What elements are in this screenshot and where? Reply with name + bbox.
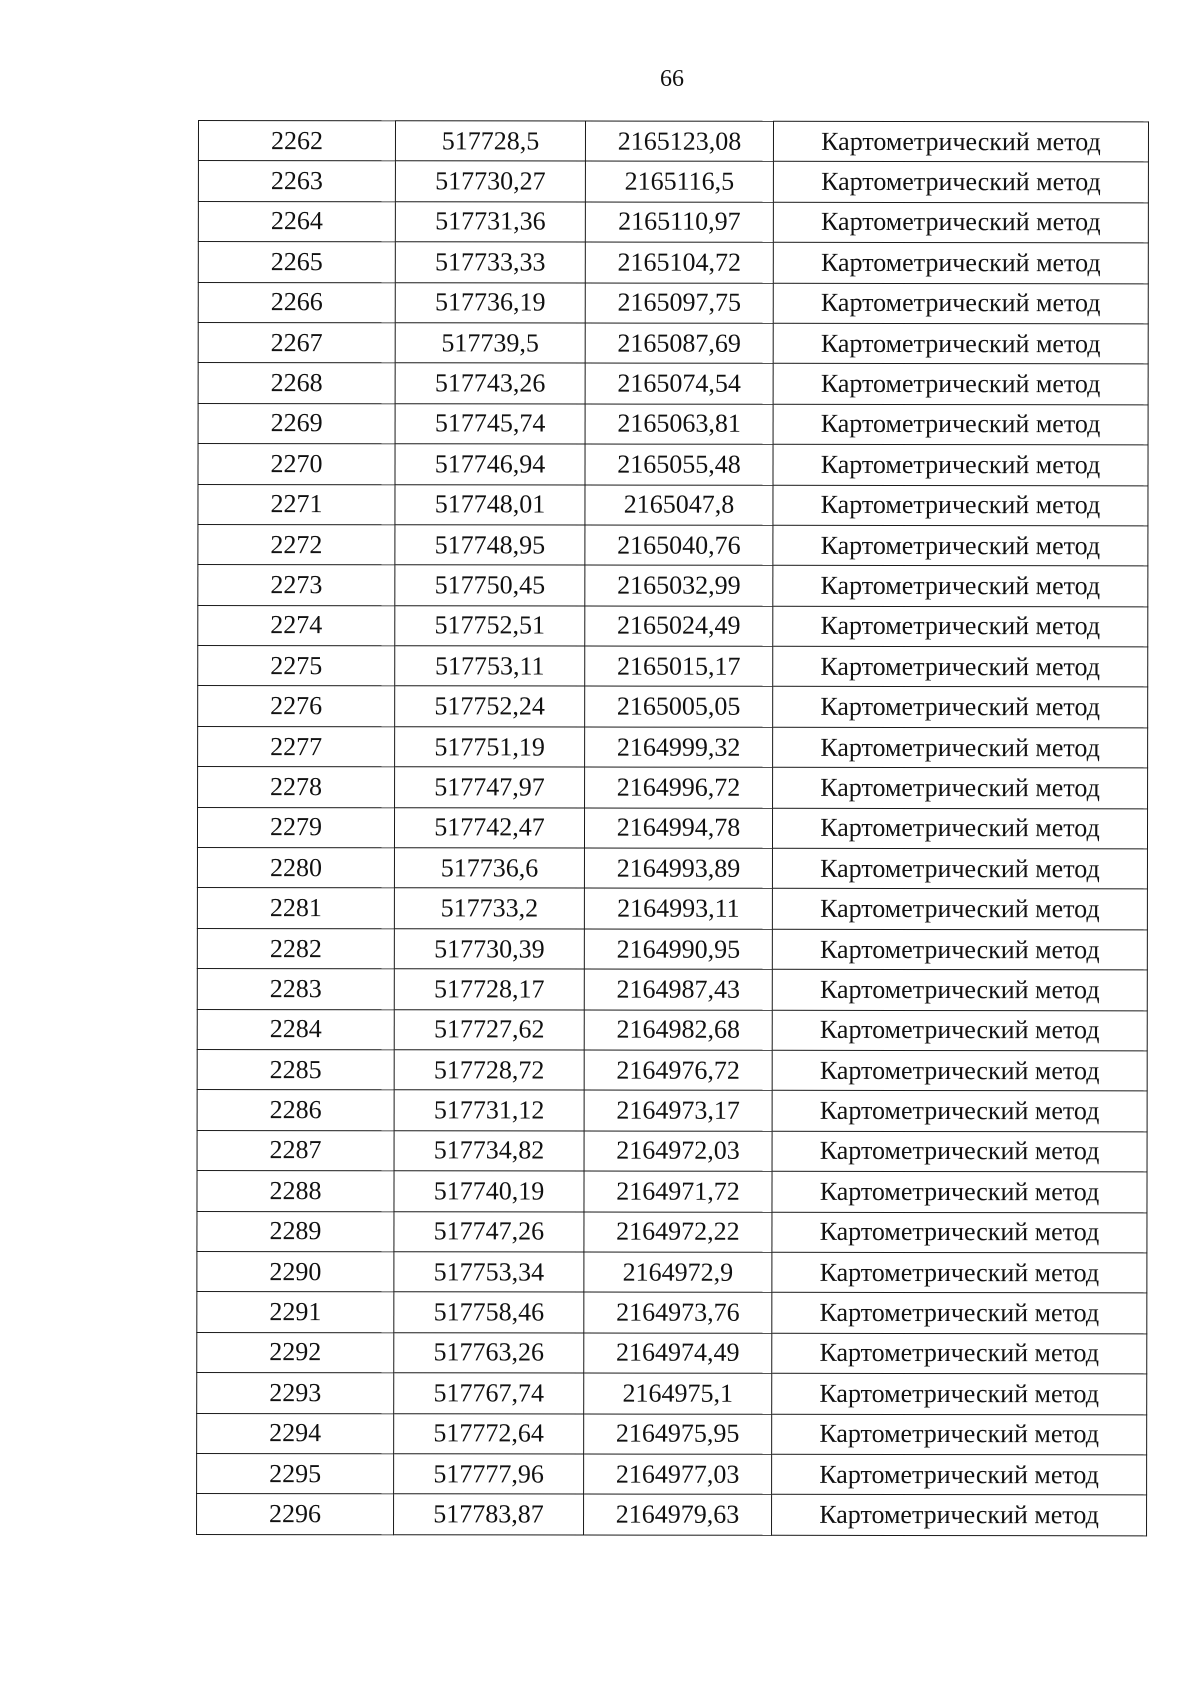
y-coordinate-cell: 2165074,54 [585, 363, 773, 404]
point-number-cell: 2277 [198, 726, 395, 767]
table-row [197, 888, 1147, 930]
x-coordinate-cell: 517728,17 [394, 969, 584, 1010]
x-coordinate-cell: 517747,26 [394, 1211, 584, 1252]
point-number-cell: 2282 [197, 928, 394, 969]
y-coordinate-cell: 2164972,22 [584, 1212, 772, 1253]
x-coordinate-cell: 517739,5 [395, 323, 585, 364]
x-coordinate-cell: 517745,74 [395, 404, 585, 445]
x-coordinate-cell: 517730,27 [395, 161, 585, 202]
method-cell: Картометрический метод [772, 1010, 1147, 1051]
y-coordinate-cell: 2165116,5 [585, 161, 773, 202]
method-cell: Картометрический метод [773, 768, 1148, 809]
table-row [198, 403, 1148, 445]
method-cell: Картометрический метод [772, 1171, 1147, 1212]
y-coordinate-cell: 2164990,95 [584, 929, 772, 970]
y-coordinate-cell: 2165032,99 [585, 565, 773, 606]
y-coordinate-cell: 2164993,11 [584, 888, 772, 929]
method-cell: Картометрический метод [773, 162, 1148, 203]
x-coordinate-cell: 517730,39 [394, 929, 584, 970]
point-number-cell: 2293 [197, 1373, 394, 1414]
method-cell: Картометрический метод [773, 727, 1148, 768]
y-coordinate-cell: 2165123,08 [585, 121, 773, 162]
method-cell: Картометрический метод [772, 1212, 1147, 1253]
x-coordinate-cell: 517727,62 [394, 1009, 584, 1050]
method-cell: Картометрический метод [772, 1333, 1147, 1374]
table-row [197, 1251, 1147, 1293]
y-coordinate-cell: 2164979,63 [584, 1494, 772, 1535]
y-coordinate-cell: 2165005,05 [585, 687, 773, 728]
method-cell: Картометрический метод [772, 1091, 1147, 1132]
page-number: 66 [660, 66, 684, 92]
method-cell: Картометрический метод [772, 1454, 1147, 1495]
point-number-cell: 2273 [198, 565, 395, 606]
point-number-cell: 2262 [198, 121, 395, 162]
x-coordinate-cell: 517731,12 [394, 1090, 584, 1131]
x-coordinate-cell: 517733,2 [394, 888, 584, 929]
y-coordinate-cell: 2164982,68 [584, 1010, 772, 1051]
x-coordinate-cell: 517742,47 [394, 807, 584, 848]
point-number-cell: 2263 [198, 161, 395, 202]
point-number-cell: 2274 [198, 605, 395, 646]
method-cell: Картометрический метод [772, 1495, 1147, 1536]
point-number-cell: 2272 [198, 524, 395, 565]
method-cell: Картометрический метод [773, 525, 1148, 566]
table-row [198, 524, 1148, 566]
y-coordinate-cell: 2165024,49 [585, 606, 773, 647]
point-number-cell: 2276 [198, 686, 395, 727]
x-coordinate-cell: 517772,64 [394, 1413, 584, 1454]
table-row [198, 605, 1148, 647]
table-row [197, 1292, 1147, 1334]
method-cell: Картометрический метод [773, 566, 1148, 607]
x-coordinate-cell: 517752,51 [395, 605, 585, 646]
method-cell: Картометрический метод [772, 1131, 1147, 1172]
y-coordinate-cell: 2164975,1 [584, 1373, 772, 1414]
method-cell: Картометрический метод [773, 121, 1148, 162]
table-row [197, 1211, 1147, 1253]
x-coordinate-cell: 517728,72 [394, 1050, 584, 1091]
table-row [197, 807, 1147, 849]
table-row [197, 848, 1147, 890]
point-number-cell: 2286 [197, 1090, 394, 1131]
x-coordinate-cell: 517763,26 [394, 1332, 584, 1373]
point-number-cell: 2281 [197, 888, 394, 929]
x-coordinate-cell: 517758,46 [394, 1292, 584, 1333]
method-cell: Картометрический метод [773, 687, 1148, 728]
table-row [198, 444, 1148, 486]
x-coordinate-cell: 517747,97 [395, 767, 585, 808]
table-row [197, 1373, 1147, 1415]
method-cell: Картометрический метод [772, 970, 1147, 1011]
coordinates-table-wrap [196, 120, 1149, 1536]
x-coordinate-cell: 517748,01 [395, 484, 585, 525]
point-number-cell: 2294 [197, 1413, 394, 1454]
point-number-cell: 2296 [197, 1494, 394, 1535]
table-row [197, 1130, 1147, 1172]
y-coordinate-cell: 2164994,78 [584, 808, 772, 849]
point-number-cell: 2271 [198, 484, 395, 525]
x-coordinate-cell: 517783,87 [394, 1494, 584, 1535]
x-coordinate-cell: 517751,19 [395, 727, 585, 768]
point-number-cell: 2291 [197, 1292, 394, 1333]
method-cell: Картометрический метод [772, 808, 1147, 849]
y-coordinate-cell: 2165063,81 [585, 404, 773, 445]
x-coordinate-cell: 517753,11 [395, 646, 585, 687]
table-row [198, 363, 1148, 405]
y-coordinate-cell: 2165110,97 [585, 202, 773, 243]
x-coordinate-cell: 517750,45 [395, 565, 585, 606]
y-coordinate-cell: 2165087,69 [585, 323, 773, 364]
table-row [198, 282, 1148, 324]
point-number-cell: 2292 [197, 1332, 394, 1373]
method-cell: Картометрический метод [773, 202, 1148, 243]
table-row [198, 565, 1148, 607]
y-coordinate-cell: 2165040,76 [585, 525, 773, 566]
y-coordinate-cell: 2164993,89 [584, 848, 772, 889]
x-coordinate-cell: 517753,34 [394, 1252, 584, 1293]
table-row [198, 242, 1148, 284]
method-cell: Картометрический метод [773, 242, 1148, 283]
x-coordinate-cell: 517728,5 [395, 121, 585, 162]
point-number-cell: 2266 [198, 282, 395, 323]
y-coordinate-cell: 2165055,48 [585, 444, 773, 485]
x-coordinate-cell: 517743,26 [395, 363, 585, 404]
method-cell: Картометрический метод [772, 848, 1147, 889]
method-cell: Картометрический метод [773, 485, 1148, 526]
method-cell: Картометрический метод [772, 1050, 1147, 1091]
method-cell: Картометрический метод [772, 1252, 1147, 1293]
point-number-cell: 2264 [198, 201, 395, 242]
y-coordinate-cell: 2164976,72 [584, 1050, 772, 1091]
table-row [197, 1171, 1147, 1213]
x-coordinate-cell: 517752,24 [395, 686, 585, 727]
y-coordinate-cell: 2165015,17 [585, 646, 773, 687]
table-row [198, 646, 1148, 688]
x-coordinate-cell: 517731,36 [395, 202, 585, 243]
table-row [197, 1049, 1147, 1091]
y-coordinate-cell: 2164987,43 [584, 969, 772, 1010]
y-coordinate-cell: 2164972,03 [584, 1131, 772, 1172]
x-coordinate-cell: 517736,19 [395, 282, 585, 323]
point-number-cell: 2270 [198, 444, 395, 485]
y-coordinate-cell: 2164996,72 [585, 767, 773, 808]
method-cell: Картометрический метод [773, 283, 1148, 324]
y-coordinate-cell: 2164973,76 [584, 1292, 772, 1333]
table-row [198, 161, 1148, 203]
point-number-cell: 2265 [198, 242, 395, 283]
method-cell: Картометрический метод [773, 323, 1148, 364]
point-number-cell: 2284 [197, 1009, 394, 1050]
method-cell: Картометрический метод [772, 1293, 1147, 1334]
table-row [198, 322, 1148, 364]
table-row [198, 121, 1148, 163]
method-cell: Картометрический метод [772, 889, 1147, 930]
table-row [197, 969, 1147, 1011]
y-coordinate-cell: 2164977,03 [584, 1454, 772, 1495]
table-row [197, 1009, 1147, 1051]
point-number-cell: 2268 [198, 363, 395, 404]
table-row [198, 484, 1148, 526]
point-number-cell: 2267 [198, 322, 395, 363]
table-row [198, 201, 1148, 243]
x-coordinate-cell: 517733,33 [395, 242, 585, 283]
y-coordinate-cell: 2164971,72 [584, 1171, 772, 1212]
y-coordinate-cell: 2164973,17 [584, 1090, 772, 1131]
method-cell: Картометрический метод [773, 646, 1148, 687]
y-coordinate-cell: 2164972,9 [584, 1252, 772, 1293]
x-coordinate-cell: 517767,74 [394, 1373, 584, 1414]
y-coordinate-cell: 2164975,95 [584, 1414, 772, 1455]
table-row [198, 767, 1148, 809]
point-number-cell: 2269 [198, 403, 395, 444]
table-row [197, 1494, 1147, 1536]
point-number-cell: 2295 [197, 1453, 394, 1494]
table-row [197, 1413, 1147, 1455]
y-coordinate-cell: 2165097,75 [585, 283, 773, 324]
table-row [198, 726, 1148, 768]
x-coordinate-cell: 517746,94 [395, 444, 585, 485]
y-coordinate-cell: 2164974,49 [584, 1333, 772, 1374]
y-coordinate-cell: 2164999,32 [585, 727, 773, 768]
table-row [198, 686, 1148, 728]
method-cell: Картометрический метод [772, 1414, 1147, 1455]
point-number-cell: 2289 [197, 1211, 394, 1252]
x-coordinate-cell: 517748,95 [395, 525, 585, 566]
point-number-cell: 2283 [197, 969, 394, 1010]
coordinates-table [196, 120, 1149, 1536]
coordinates-table-body [197, 121, 1149, 1536]
table-row [197, 1453, 1147, 1495]
x-coordinate-cell: 517734,82 [394, 1131, 584, 1172]
y-coordinate-cell: 2165047,8 [585, 485, 773, 526]
method-cell: Картометрический метод [772, 1373, 1147, 1414]
method-cell: Картометрический метод [773, 606, 1148, 647]
y-coordinate-cell: 2165104,72 [585, 242, 773, 283]
point-number-cell: 2290 [197, 1251, 394, 1292]
method-cell: Картометрический метод [772, 929, 1147, 970]
method-cell: Картометрический метод [773, 444, 1148, 485]
point-number-cell: 2285 [197, 1049, 394, 1090]
x-coordinate-cell: 517740,19 [394, 1171, 584, 1212]
point-number-cell: 2275 [198, 646, 395, 687]
method-cell: Картометрический метод [773, 404, 1148, 445]
table-row [197, 1090, 1147, 1132]
point-number-cell: 2279 [197, 807, 394, 848]
point-number-cell: 2280 [197, 848, 394, 889]
x-coordinate-cell: 517777,96 [394, 1454, 584, 1495]
table-row [197, 928, 1147, 970]
x-coordinate-cell: 517736,6 [394, 848, 584, 889]
method-cell: Картометрический метод [773, 364, 1148, 405]
point-number-cell: 2288 [197, 1171, 394, 1212]
table-row [197, 1332, 1147, 1374]
point-number-cell: 2278 [198, 767, 395, 808]
point-number-cell: 2287 [197, 1130, 394, 1171]
